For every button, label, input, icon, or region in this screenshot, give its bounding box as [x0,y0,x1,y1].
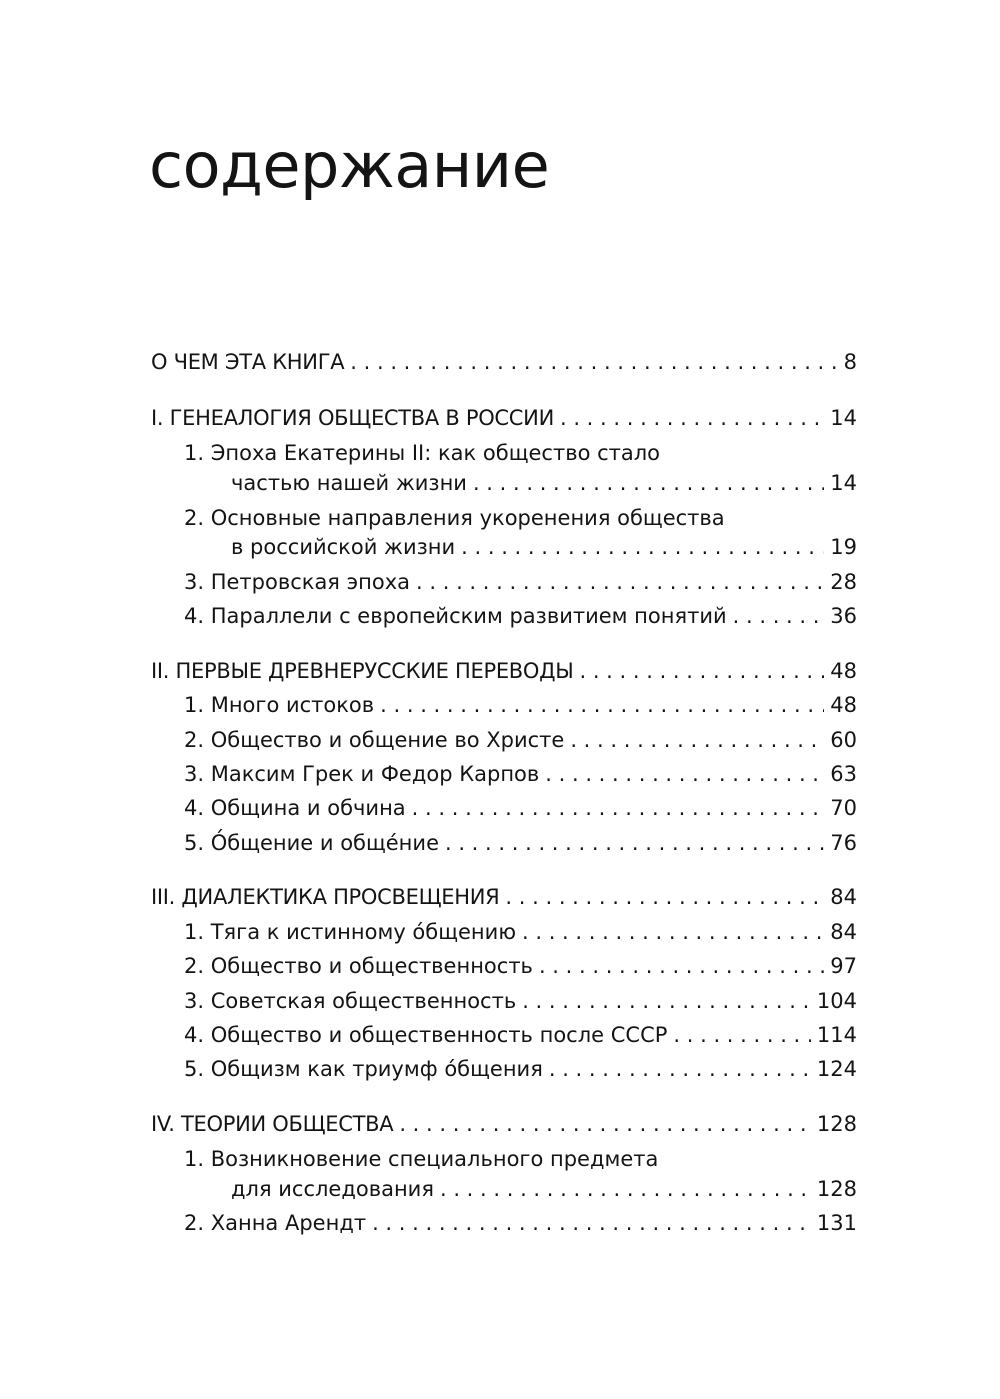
toc-leader-dots [522,916,824,948]
toc-entry[interactable] [184,792,857,824]
toc-page-number: 124 [816,1057,857,1081]
toc-entry-title: О ЧЕМ ЭТА КНИГА [151,350,345,374]
toc-entry[interactable] [184,502,857,534]
toc-entry-title: 2. Ханна Арендт [184,1211,367,1235]
toc-leader-dots [505,881,824,913]
toc-entry[interactable] [151,402,857,434]
toc-page-number: 128 [816,1177,857,1201]
toc-entry-title: III. ДИАЛЕКТИКА ПРОСВЕЩЕНИЯ [151,885,500,909]
toc-leader-dots [380,689,824,721]
toc-leader-dots [545,758,824,790]
toc-leader-dots [522,985,811,1017]
toc-leader-dots [579,655,824,687]
toc-page-number: 114 [816,1023,857,1047]
toc-entry[interactable] [184,1053,857,1085]
toc-page-number: 70 [830,796,857,820]
toc-entry-title: IV. ТЕОРИИ ОБЩЕСТВА [151,1112,394,1136]
toc-page-number: 60 [830,728,857,752]
toc-entry[interactable] [184,985,857,1017]
toc-entry-title: частью нашей жизни [231,471,467,495]
toc-entry-title: 1. Эпоха Екатерины II: как общество стало [184,441,661,465]
toc-leader-dots [350,346,837,378]
toc-entry[interactable] [184,1143,857,1175]
toc-entry-title: 5. Общизм как триумф о́бщения [184,1057,543,1081]
toc-entry-title: 4. Общество и общественность после СССР [184,1023,668,1047]
toc-entry-title: 1. Возникновение специального предмета [184,1147,659,1171]
toc-leader-dots [440,1173,811,1205]
toc-entry[interactable] [184,1207,857,1239]
toc-entry-title: 5. О́бщение и обще́ние [184,831,439,855]
toc-page-number: 131 [816,1211,857,1235]
toc-entry[interactable] [151,346,857,378]
toc-leader-dots [539,950,824,982]
toc-page-number: 76 [830,831,857,855]
toc-entry-title: I. ГЕНЕАЛОГИЯ ОБЩЕСТВА В РОССИИ [151,406,554,430]
toc-entry-title: для исследования [231,1177,434,1201]
toc-page-number: 8 [843,350,857,374]
toc-entry[interactable] [184,437,857,469]
toc-entry-title: 2. Общество и общественность [184,954,533,978]
toc-leader-dots [412,792,825,824]
toc-leader-dots [399,1108,811,1140]
toc-leader-dots [372,1207,811,1239]
toc-page-number: 19 [830,535,857,559]
toc-entry-title: 3. Максим Грек и Федор Карпов [184,762,540,786]
toc-entry-title: 2. Общество и общение во Христе [184,728,565,752]
toc-page-number: 48 [830,659,857,683]
toc-entry-continuation[interactable] [231,531,857,563]
toc-page-number: 104 [816,989,857,1013]
toc-entry-title: 4. Община и обчина [184,796,406,820]
toc-entry[interactable] [184,724,857,756]
toc-entry-title: в российской жизни [231,535,456,559]
toc-leader-dots [461,531,824,563]
toc-entry-title: 1. Тяга к истинному о́бщению [184,920,516,944]
toc-page-number: 97 [830,954,857,978]
toc-entry-continuation[interactable] [231,467,857,499]
toc-entry[interactable] [184,758,857,790]
toc-page-number: 36 [830,604,857,628]
page-title: содержание [149,129,550,202]
toc-entry[interactable] [184,600,857,632]
toc-leader-dots [416,566,824,598]
toc-entry-title: 4. Параллели с европейским развитием понятий [184,604,727,628]
toc-page-number: 84 [830,920,857,944]
toc-leader-dots [673,1019,811,1051]
toc-entry[interactable] [184,566,857,598]
toc-entry[interactable] [151,1108,857,1140]
toc-page-number: 84 [830,885,857,909]
toc-entry[interactable] [184,827,857,859]
toc-entry[interactable] [184,1019,857,1051]
toc-entry[interactable] [184,950,857,982]
toc-leader-dots [733,600,825,632]
toc-page-number: 128 [816,1112,857,1136]
toc-entry[interactable] [184,689,857,721]
toc-entry[interactable] [184,916,857,948]
toc-leader-dots [445,827,824,859]
toc-leader-dots [560,402,824,434]
toc-entry[interactable] [151,881,857,913]
toc-page-number: 14 [830,406,857,430]
toc-page-number: 14 [830,471,857,495]
toc-entry[interactable] [151,655,857,687]
toc-page-number: 63 [830,762,857,786]
toc-entry-title: II. ПЕРВЫЕ ДРЕВНЕРУССКИЕ ПЕРЕВОДЫ [151,659,574,683]
toc-leader-dots [570,724,824,756]
toc-leader-dots [473,467,824,499]
toc-leader-dots [549,1053,811,1085]
toc-entry-title: 1. Много истоков [184,693,375,717]
toc-entry-title: 3. Советская общественность [184,989,517,1013]
toc-entry-title: 2. Основные направления укоренения общества [184,506,725,530]
toc-entry-title: 3. Петровская эпоха [184,570,411,594]
toc-page-number: 28 [830,570,857,594]
toc-page-number: 48 [830,693,857,717]
toc-entry-continuation[interactable] [231,1173,857,1205]
